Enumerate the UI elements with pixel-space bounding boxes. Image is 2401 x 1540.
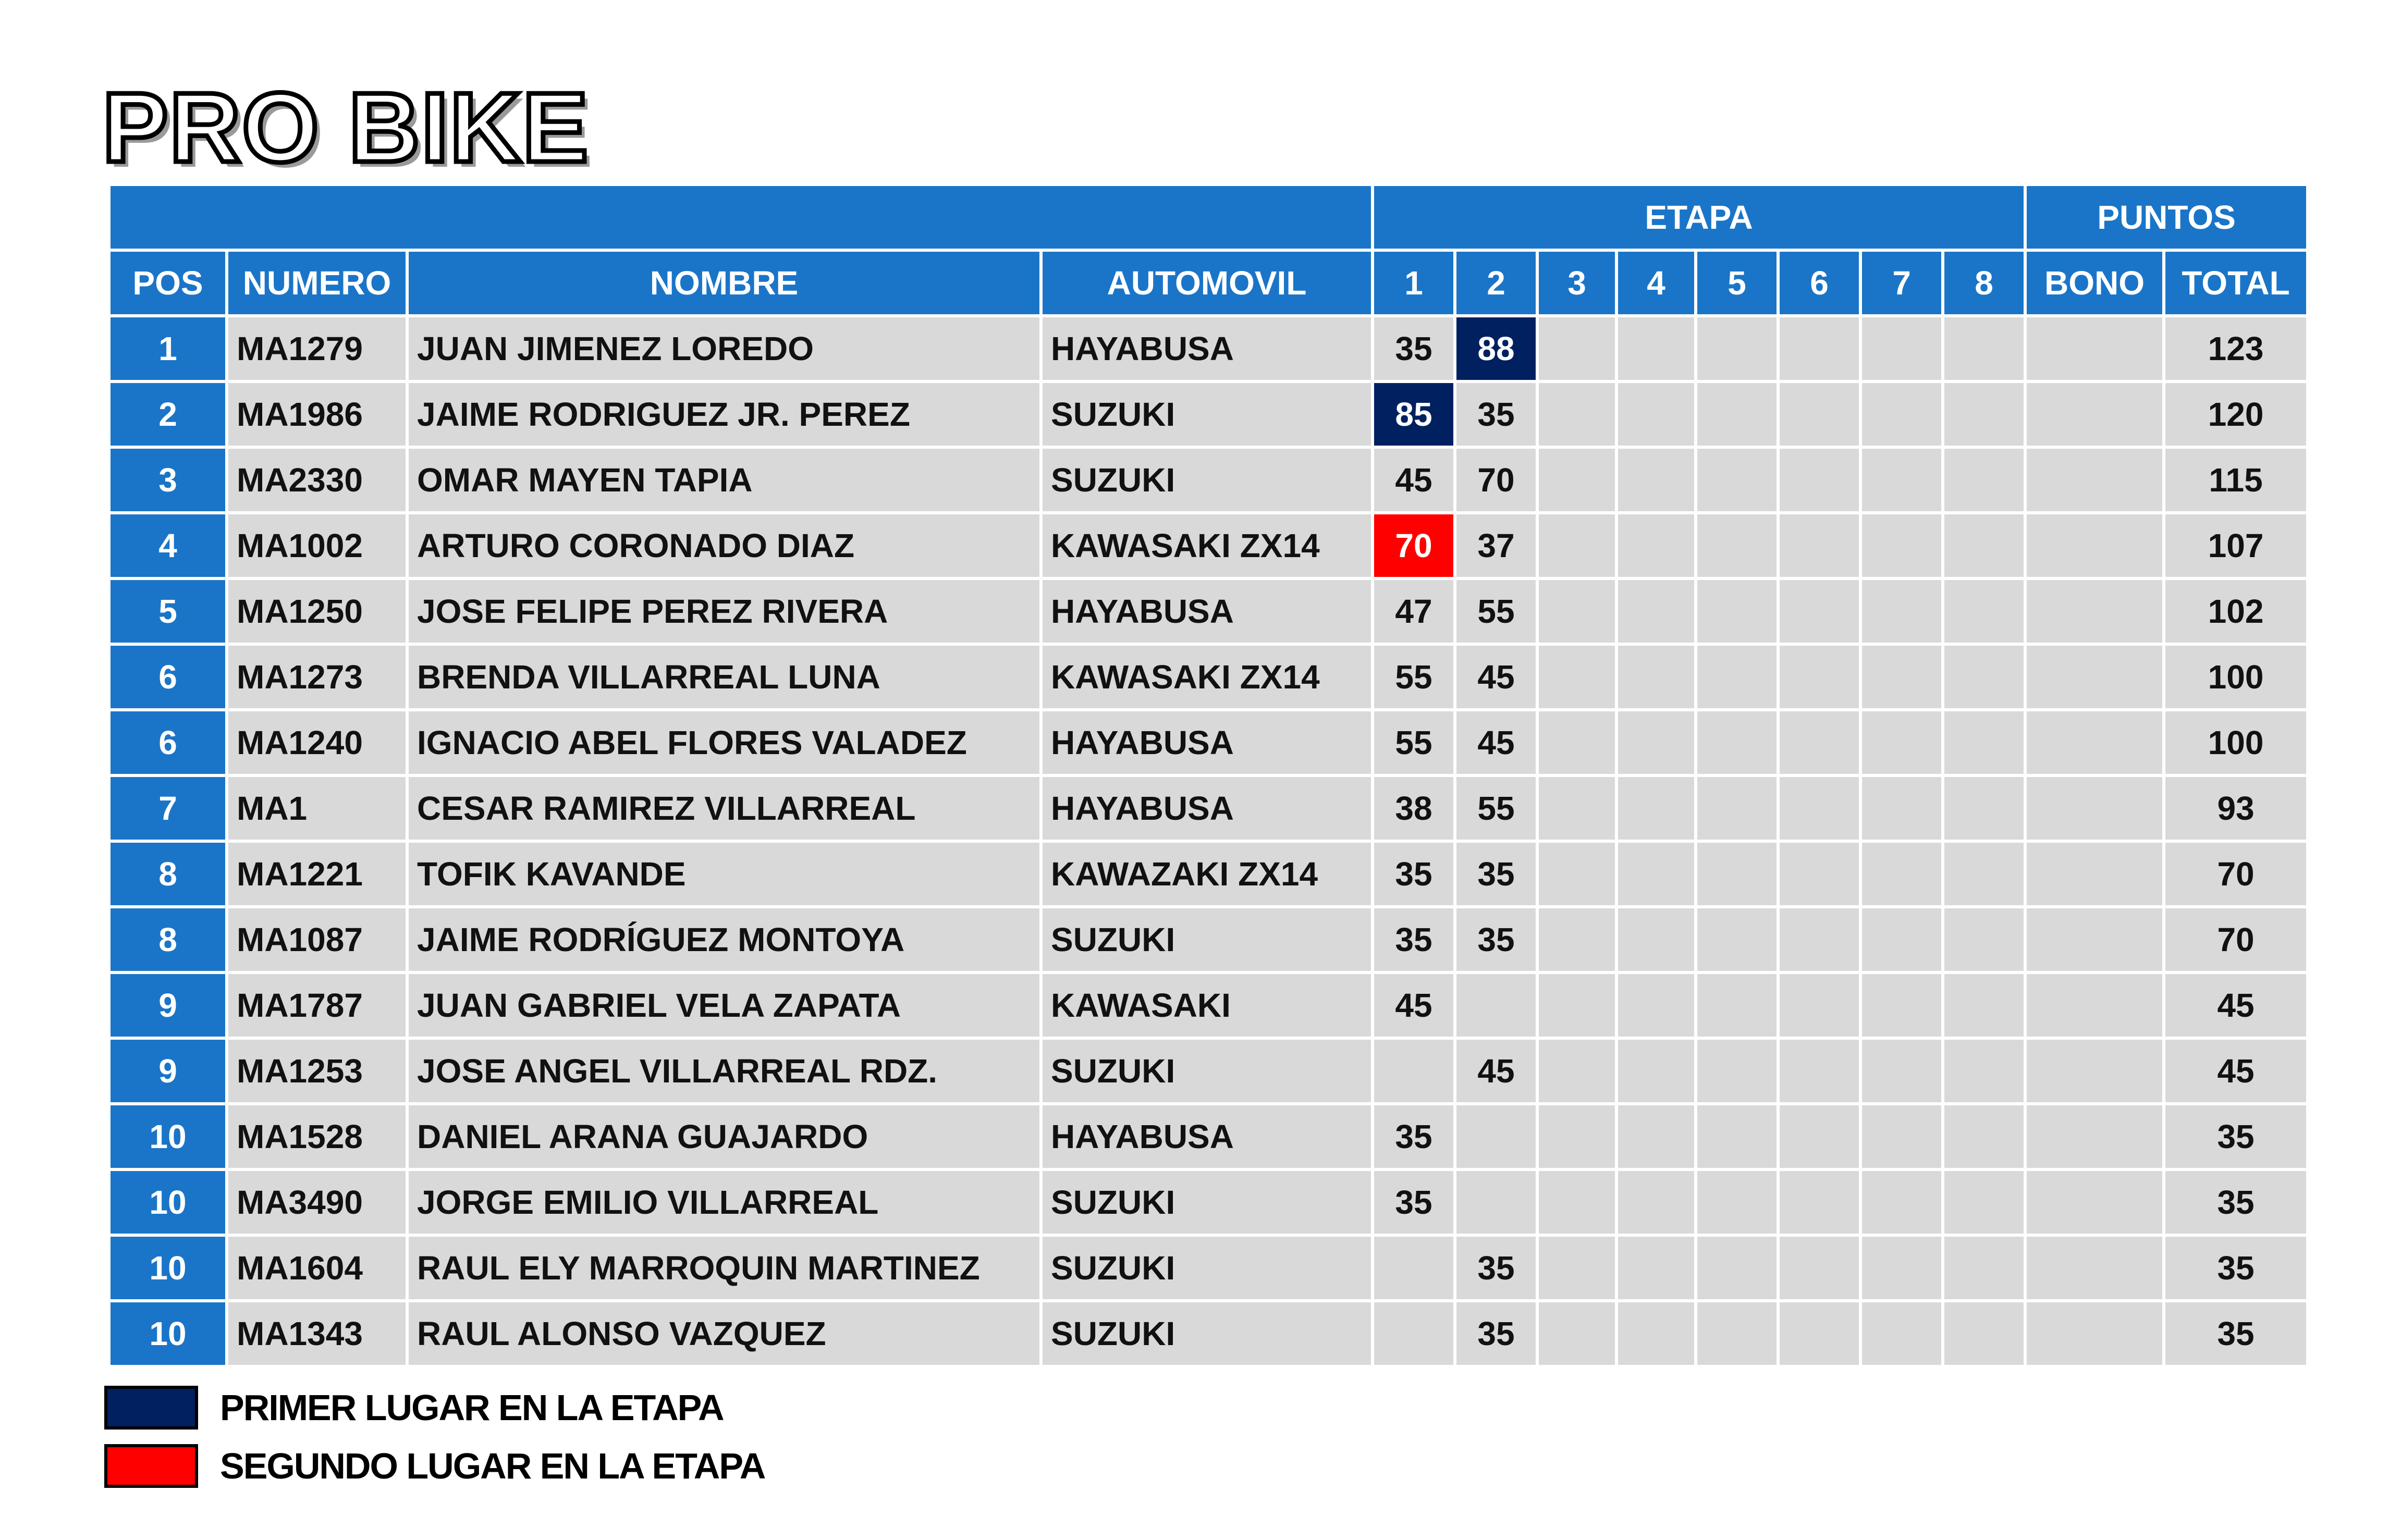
cell-stage-7 <box>1862 843 1944 908</box>
cell-stage-4 <box>1618 1171 1697 1237</box>
cell-stage-6 <box>1780 711 1862 777</box>
cell-numero: MA1343 <box>228 1302 409 1368</box>
cell-stage-1: 70 <box>1374 514 1456 580</box>
cell-nombre: JUAN GABRIEL VELA ZAPATA <box>409 974 1043 1040</box>
cell-automovil: KAWASAKI <box>1043 974 1374 1040</box>
cell-automovil: KAWAZAKI ZX14 <box>1043 843 1374 908</box>
table-row <box>111 449 2309 514</box>
table-row <box>111 908 2309 974</box>
cell-stage-2: 45 <box>1456 646 1539 711</box>
header-automovil: AUTOMOVIL <box>1043 252 1374 317</box>
cell-numero: MA1240 <box>228 711 409 777</box>
cell-stage-4 <box>1618 1040 1697 1105</box>
cell-stage-1 <box>1374 1302 1456 1368</box>
cell-nombre: JAIME RODRIGUEZ JR. PEREZ <box>409 383 1043 449</box>
cell-stage-1: 35 <box>1374 317 1456 383</box>
cell-stage-2: 35 <box>1456 383 1539 449</box>
cell-pos: 8 <box>111 843 228 908</box>
cell-numero: MA3490 <box>228 1171 409 1237</box>
group-header-row <box>111 186 2309 252</box>
table-row <box>111 514 2309 580</box>
header-stage-3: 3 <box>1539 252 1618 317</box>
cell-stage-2 <box>1456 1171 1539 1237</box>
cell-nombre: ARTURO CORONADO DIAZ <box>409 514 1043 580</box>
cell-stage-2: 55 <box>1456 580 1539 646</box>
cell-stage-7 <box>1862 514 1944 580</box>
cell-numero: MA1253 <box>228 1040 409 1105</box>
cell-nombre: TOFIK KAVANDE <box>409 843 1043 908</box>
cell-stage-7 <box>1862 1237 1944 1302</box>
cell-automovil: KAWASAKI ZX14 <box>1043 514 1374 580</box>
cell-numero: MA1528 <box>228 1105 409 1171</box>
cell-stage-2: 35 <box>1456 908 1539 974</box>
cell-stage-8 <box>1944 646 2027 711</box>
cell-stage-7 <box>1862 580 1944 646</box>
cell-numero: MA1 <box>228 777 409 843</box>
cell-stage-7 <box>1862 1040 1944 1105</box>
cell-total: 102 <box>2165 580 2309 646</box>
cell-stage-8 <box>1944 974 2027 1040</box>
cell-stage-5 <box>1697 777 1780 843</box>
cell-pos: 5 <box>111 580 228 646</box>
cell-automovil: SUZUKI <box>1043 1237 1374 1302</box>
cell-stage-7 <box>1862 449 1944 514</box>
cell-stage-7 <box>1862 646 1944 711</box>
cell-stage-1: 35 <box>1374 1171 1456 1237</box>
cell-numero: MA1002 <box>228 514 409 580</box>
cell-automovil: KAWASAKI ZX14 <box>1043 646 1374 711</box>
cell-nombre: IGNACIO ABEL FLORES VALADEZ <box>409 711 1043 777</box>
cell-stage-7 <box>1862 1302 1944 1368</box>
cell-automovil: SUZUKI <box>1043 1171 1374 1237</box>
cell-stage-1: 38 <box>1374 777 1456 843</box>
cell-stage-4 <box>1618 711 1697 777</box>
cell-stage-2: 35 <box>1456 1237 1539 1302</box>
cell-total: 45 <box>2165 974 2309 1040</box>
cell-stage-4 <box>1618 646 1697 711</box>
cell-pos: 9 <box>111 1040 228 1105</box>
cell-total: 35 <box>2165 1171 2309 1237</box>
cell-automovil: HAYABUSA <box>1043 1105 1374 1171</box>
cell-nombre: CESAR RAMIREZ VILLARREAL <box>409 777 1043 843</box>
cell-stage-4 <box>1618 974 1697 1040</box>
cell-stage-5 <box>1697 1302 1780 1368</box>
cell-total: 115 <box>2165 449 2309 514</box>
cell-stage-5 <box>1697 1171 1780 1237</box>
cell-total: 100 <box>2165 646 2309 711</box>
cell-stage-6 <box>1780 777 1862 843</box>
header-stage-2: 2 <box>1456 252 1539 317</box>
cell-numero: MA1279 <box>228 317 409 383</box>
header-stage-7: 7 <box>1862 252 1944 317</box>
table-row <box>111 1105 2309 1171</box>
cell-stage-3 <box>1539 974 1618 1040</box>
cell-pos: 3 <box>111 449 228 514</box>
header-total: TOTAL <box>2165 252 2309 317</box>
cell-stage-7 <box>1862 1105 1944 1171</box>
cell-stage-4 <box>1618 449 1697 514</box>
cell-stage-8 <box>1944 1302 2027 1368</box>
cell-automovil: HAYABUSA <box>1043 777 1374 843</box>
cell-stage-5 <box>1697 1237 1780 1302</box>
cell-stage-1: 55 <box>1374 711 1456 777</box>
cell-stage-1: 45 <box>1374 449 1456 514</box>
cell-stage-8 <box>1944 383 2027 449</box>
cell-bono <box>2027 908 2165 974</box>
cell-stage-8 <box>1944 514 2027 580</box>
cell-stage-1: 35 <box>1374 908 1456 974</box>
cell-bono <box>2027 383 2165 449</box>
cell-stage-2: 45 <box>1456 1040 1539 1105</box>
cell-stage-4 <box>1618 843 1697 908</box>
cell-nombre: JOSE FELIPE PEREZ RIVERA <box>409 580 1043 646</box>
cell-nombre: DANIEL ARANA GUAJARDO <box>409 1105 1043 1171</box>
header-nombre: NOMBRE <box>409 252 1043 317</box>
table-row <box>111 1237 2309 1302</box>
cell-bono <box>2027 1171 2165 1237</box>
table-row <box>111 843 2309 908</box>
cell-total: 107 <box>2165 514 2309 580</box>
cell-automovil: HAYABUSA <box>1043 711 1374 777</box>
cell-stage-7 <box>1862 383 1944 449</box>
header-stage-1: 1 <box>1374 252 1456 317</box>
cell-stage-2: 35 <box>1456 843 1539 908</box>
cell-stage-1: 35 <box>1374 843 1456 908</box>
cell-stage-3 <box>1539 646 1618 711</box>
cell-stage-3 <box>1539 317 1618 383</box>
cell-automovil: SUZUKI <box>1043 1302 1374 1368</box>
column-header-row <box>111 252 2309 317</box>
cell-numero: MA1087 <box>228 908 409 974</box>
cell-stage-3 <box>1539 777 1618 843</box>
cell-total: 70 <box>2165 908 2309 974</box>
header-bono: BONO <box>2027 252 2165 317</box>
cell-automovil: SUZUKI <box>1043 449 1374 514</box>
cell-stage-8 <box>1944 580 2027 646</box>
cell-stage-7 <box>1862 777 1944 843</box>
group-header-etapa: ETAPA <box>1374 186 2027 252</box>
cell-stage-8 <box>1944 711 2027 777</box>
cell-stage-6 <box>1780 317 1862 383</box>
cell-automovil: SUZUKI <box>1043 908 1374 974</box>
cell-stage-1 <box>1374 1040 1456 1105</box>
cell-stage-5 <box>1697 908 1780 974</box>
cell-numero: MA1604 <box>228 1237 409 1302</box>
cell-bono <box>2027 1237 2165 1302</box>
cell-bono <box>2027 1105 2165 1171</box>
cell-numero: MA2330 <box>228 449 409 514</box>
cell-bono <box>2027 449 2165 514</box>
legend-first-place <box>104 1384 724 1431</box>
cell-nombre: JAIME RODRÍGUEZ MONTOYA <box>409 908 1043 974</box>
cell-automovil: HAYABUSA <box>1043 317 1374 383</box>
cell-bono <box>2027 317 2165 383</box>
cell-stage-8 <box>1944 1237 2027 1302</box>
cell-total: 35 <box>2165 1302 2309 1368</box>
cell-pos: 1 <box>111 317 228 383</box>
table-row <box>111 646 2309 711</box>
cell-stage-2: 45 <box>1456 711 1539 777</box>
legend-label-second: SEGUNDO LUGAR EN LA ETAPA <box>220 1446 765 1486</box>
table-row <box>111 317 2309 383</box>
cell-stage-4 <box>1618 317 1697 383</box>
cell-stage-7 <box>1862 1171 1944 1237</box>
cell-stage-2: 35 <box>1456 1302 1539 1368</box>
table-row <box>111 711 2309 777</box>
table-row <box>111 777 2309 843</box>
cell-pos: 6 <box>111 711 228 777</box>
cell-stage-6 <box>1780 1171 1862 1237</box>
table-row <box>111 1302 2309 1368</box>
cell-stage-5 <box>1697 383 1780 449</box>
cell-bono <box>2027 1302 2165 1368</box>
cell-stage-5 <box>1697 1105 1780 1171</box>
cell-numero: MA1787 <box>228 974 409 1040</box>
cell-nombre: JOSE ANGEL VILLARREAL RDZ. <box>409 1040 1043 1105</box>
cell-stage-7 <box>1862 908 1944 974</box>
cell-stage-8 <box>1944 908 2027 974</box>
header-pos: POS <box>111 252 228 317</box>
cell-stage-1: 55 <box>1374 646 1456 711</box>
cell-stage-4 <box>1618 908 1697 974</box>
cell-pos: 9 <box>111 974 228 1040</box>
cell-total: 45 <box>2165 1040 2309 1105</box>
cell-stage-6 <box>1780 449 1862 514</box>
cell-stage-5 <box>1697 449 1780 514</box>
cell-stage-1 <box>1374 1237 1456 1302</box>
cell-pos: 2 <box>111 383 228 449</box>
cell-stage-3 <box>1539 1171 1618 1237</box>
cell-stage-3 <box>1539 711 1618 777</box>
cell-bono <box>2027 711 2165 777</box>
table-row <box>111 1040 2309 1105</box>
cell-stage-8 <box>1944 1105 2027 1171</box>
cell-stage-1: 35 <box>1374 1105 1456 1171</box>
cell-stage-8 <box>1944 1040 2027 1105</box>
cell-stage-5 <box>1697 514 1780 580</box>
cell-pos: 10 <box>111 1302 228 1368</box>
cell-stage-6 <box>1780 974 1862 1040</box>
cell-bono <box>2027 974 2165 1040</box>
cell-total: 70 <box>2165 843 2309 908</box>
cell-total: 100 <box>2165 711 2309 777</box>
cell-automovil: HAYABUSA <box>1043 580 1374 646</box>
cell-nombre: BRENDA VILLARREAL LUNA <box>409 646 1043 711</box>
cell-stage-4 <box>1618 1302 1697 1368</box>
cell-bono <box>2027 514 2165 580</box>
cell-stage-7 <box>1862 317 1944 383</box>
cell-automovil: SUZUKI <box>1043 383 1374 449</box>
cell-stage-3 <box>1539 908 1618 974</box>
table-row <box>111 580 2309 646</box>
cell-bono <box>2027 1040 2165 1105</box>
cell-numero: MA1986 <box>228 383 409 449</box>
cell-total: 123 <box>2165 317 2309 383</box>
cell-nombre: JORGE EMILIO VILLARREAL <box>409 1171 1043 1237</box>
cell-stage-6 <box>1780 1302 1862 1368</box>
cell-stage-8 <box>1944 777 2027 843</box>
cell-stage-5 <box>1697 843 1780 908</box>
cell-stage-4 <box>1618 514 1697 580</box>
cell-nombre: OMAR MAYEN TAPIA <box>409 449 1043 514</box>
cell-pos: 8 <box>111 908 228 974</box>
cell-stage-5 <box>1697 646 1780 711</box>
table-row <box>111 974 2309 1040</box>
cell-stage-8 <box>1944 317 2027 383</box>
cell-stage-6 <box>1780 646 1862 711</box>
cell-stage-6 <box>1780 580 1862 646</box>
cell-stage-4 <box>1618 383 1697 449</box>
cell-stage-6 <box>1780 1105 1862 1171</box>
standings-table <box>111 186 2309 1368</box>
group-header-puntos: PUNTOS <box>2027 186 2309 252</box>
cell-stage-2: 88 <box>1456 317 1539 383</box>
cell-stage-6 <box>1780 383 1862 449</box>
cell-stage-2: 55 <box>1456 777 1539 843</box>
cell-stage-4 <box>1618 1105 1697 1171</box>
cell-stage-5 <box>1697 711 1780 777</box>
legend-label-first: PRIMER LUGAR EN LA ETAPA <box>220 1387 724 1428</box>
cell-stage-5 <box>1697 1040 1780 1105</box>
cell-stage-2 <box>1456 974 1539 1040</box>
legend-swatch-second <box>104 1444 198 1488</box>
cell-stage-1: 47 <box>1374 580 1456 646</box>
cell-stage-4 <box>1618 580 1697 646</box>
cell-stage-8 <box>1944 449 2027 514</box>
cell-stage-5 <box>1697 580 1780 646</box>
header-stage-8: 8 <box>1944 252 2027 317</box>
cell-stage-6 <box>1780 1237 1862 1302</box>
cell-stage-3 <box>1539 1237 1618 1302</box>
cell-stage-8 <box>1944 1171 2027 1237</box>
cell-pos: 6 <box>111 646 228 711</box>
cell-nombre: RAUL ELY MARROQUIN MARTINEZ <box>409 1237 1043 1302</box>
cell-numero: MA1250 <box>228 580 409 646</box>
cell-stage-4 <box>1618 1237 1697 1302</box>
cell-stage-1: 45 <box>1374 974 1456 1040</box>
cell-nombre: RAUL ALONSO VAZQUEZ <box>409 1302 1043 1368</box>
table-row <box>111 1171 2309 1237</box>
header-stage-4: 4 <box>1618 252 1697 317</box>
cell-stage-8 <box>1944 843 2027 908</box>
cell-total: 120 <box>2165 383 2309 449</box>
table-row <box>111 383 2309 449</box>
cell-pos: 10 <box>111 1171 228 1237</box>
cell-stage-3 <box>1539 383 1618 449</box>
cell-total: 35 <box>2165 1237 2309 1302</box>
cell-stage-1: 85 <box>1374 383 1456 449</box>
cell-stage-3 <box>1539 1105 1618 1171</box>
cell-bono <box>2027 646 2165 711</box>
cell-bono <box>2027 843 2165 908</box>
cell-pos: 10 <box>111 1237 228 1302</box>
cell-stage-3 <box>1539 1040 1618 1105</box>
cell-stage-3 <box>1539 580 1618 646</box>
cell-pos: 7 <box>111 777 228 843</box>
cell-nombre: JUAN JIMENEZ LOREDO <box>409 317 1043 383</box>
legend-second-place <box>104 1443 765 1489</box>
cell-stage-7 <box>1862 711 1944 777</box>
header-stage-5: 5 <box>1697 252 1780 317</box>
cell-stage-6 <box>1780 843 1862 908</box>
cell-stage-3 <box>1539 843 1618 908</box>
cell-stage-3 <box>1539 514 1618 580</box>
group-header-blank <box>111 186 1374 252</box>
cell-pos: 4 <box>111 514 228 580</box>
cell-numero: MA1273 <box>228 646 409 711</box>
cell-total: 35 <box>2165 1105 2309 1171</box>
cell-stage-2: 70 <box>1456 449 1539 514</box>
cell-numero: MA1221 <box>228 843 409 908</box>
cell-stage-2: 37 <box>1456 514 1539 580</box>
cell-stage-5 <box>1697 317 1780 383</box>
cell-bono <box>2027 580 2165 646</box>
legend-swatch-first <box>104 1386 198 1430</box>
cell-stage-6 <box>1780 908 1862 974</box>
cell-stage-5 <box>1697 974 1780 1040</box>
page-title: PRO BIKE <box>102 72 590 183</box>
header-stage-6: 6 <box>1780 252 1862 317</box>
cell-bono <box>2027 777 2165 843</box>
cell-stage-3 <box>1539 1302 1618 1368</box>
cell-pos: 10 <box>111 1105 228 1171</box>
cell-stage-7 <box>1862 974 1944 1040</box>
header-numero: NUMERO <box>228 252 409 317</box>
cell-stage-3 <box>1539 449 1618 514</box>
cell-stage-6 <box>1780 1040 1862 1105</box>
cell-stage-6 <box>1780 514 1862 580</box>
cell-automovil: SUZUKI <box>1043 1040 1374 1105</box>
cell-total: 93 <box>2165 777 2309 843</box>
standings-body <box>111 317 2309 1368</box>
cell-stage-2 <box>1456 1105 1539 1171</box>
cell-stage-4 <box>1618 777 1697 843</box>
